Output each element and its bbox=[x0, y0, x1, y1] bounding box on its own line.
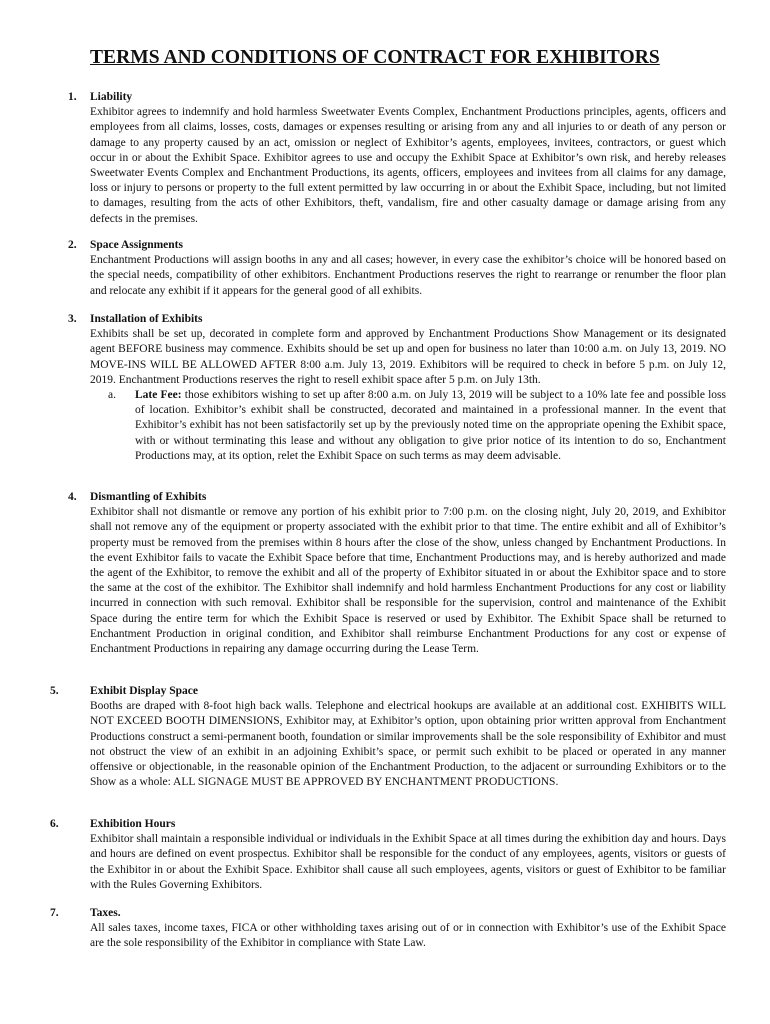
section-body: Exhibitor shall not dismantle or remove any portion of his exhibit prior to 7:00 p.m. on the closing night, July 20, 2019, and Exhibitor shall not remove any of the equipment or property associated with the exhibit prior to that time. The entire exhibit and all of Exhibitor’s property must be removed from the premises within 8 hours after the close of the show, unless changed by Enchantment Productions. In the event Exhibitor fails to vacate the Exhibit Space before that time, Enchantment Productions may, and is hereby authorized and made the agent of the Exhibitor, to remove the exhibit and all of the property of Exhibitor situated in or about the Exhibitor space and to store the same at the cost of the exhibitor. The Exhibitor shall indemnify and hold harmless Enchantment Productions for any cost or liability incurred in connection with such removal. Exhibitor shall be responsible for the supervision, control and maintenance of the Exhibit Space during the entire term for which the Exhibit Space is reserved or used by Exhibitor. The Exhibit Space shall be returned to Enchantment Production in original condition, and Exhibitor shall reimburse Enchantment Productions for any cost or expense of Enchantment Productions in repairing any damage occurring during the Lease Term. bbox=[90, 506, 726, 656]
section-liability bbox=[68, 90, 726, 227]
section-body: Booths are draped with 8-foot high back walls. Telephone and electrical hookups are available at an additional cost. EXHIBITS WILL NOT EXCEED BOOTH DIMENSIONS, Exhibitor may, at Exhibitor’s option, upon obtaining prior written approval from Enchantment Productions construct a semi-permanent booth, foundation or similar improvements shall be the sole responsibility of Exhibitor and must not obstruct the view of an exhibit in an adjoining Exhibit’s space, or permit such exhibit to be placed or operated in any manner offensive or objectionable, in the reasonable opinion of the Enchantment Production, to the adjacent or surrounding Exhibitors or to the Show as a whole: ALL SIGNAGE MUST BE APPROVED BY ENCHANTMENT PRODUCTIONS. bbox=[90, 700, 726, 789]
section-body: Exhibitor agrees to indemnify and hold harmless Sweetwater Events Complex, Enchantment Productions principles, agents, officers and employees from all claims, losses, costs, damages or expenses resulting or arising from any and all injuries to or death of any person or damage to any property caused by an act, omission or neglect of Exhibitor’s agents, employees, invitees, contractors, or guest which occur in or about the Exhibit Space. Exhibitor agrees to use and occupy the Exhibit Space at Exhibitor’s own risk, and hereby releases Sweetwater Events Complex and Enchantment Productions, its agents, officers, employees and invitees from all claims for any damage, loss or injury to persons or property to the full extent permitted by law occurring in or about the Exhibit Space, including, but not limited to damages, resulting from the acts of other Exhibitors, theft, vandalism, fire and other casualty damage or damage arising from any defects in the premises. bbox=[90, 106, 726, 225]
section-space-assignments bbox=[68, 238, 726, 299]
section-body: Exhibitor shall maintain a responsible individual or individuals in the Exhibit Space at all times during the exhibition day and hours. Days and hours are defined on event prospectus. Exhibitor shall be responsible for the conduct of any employees, agents, visitors or guests of the Exhibitor in or about the Exhibit Space. Exhibitor shall cause all such employees, agents, visitors or guest of Exhibitor to be familiar with the Rules Governing Exhibitors. bbox=[90, 833, 726, 891]
section-heading: Taxes. bbox=[90, 907, 121, 919]
section-number: 3. bbox=[68, 313, 77, 325]
section-heading: Exhibition Hours bbox=[90, 818, 176, 830]
subitem-heading: Late Fee: bbox=[135, 389, 182, 402]
section-number: 2. bbox=[68, 239, 77, 251]
section-taxes bbox=[50, 906, 726, 952]
page-title: TERMS AND CONDITIONS OF CONTRACT FOR EXHIBITORS bbox=[90, 47, 660, 68]
section-heading: Liability bbox=[90, 91, 133, 103]
section-display-space bbox=[50, 684, 726, 790]
section-heading: Dismantling of Exhibits bbox=[90, 491, 207, 503]
section-heading: Installation of Exhibits bbox=[90, 313, 203, 325]
section-number: 1. bbox=[68, 91, 77, 103]
subitem-letter: a. bbox=[108, 389, 116, 402]
late-fee-subitem bbox=[108, 388, 727, 464]
section-body: All sales taxes, income taxes, FICA or other withholding taxes arising out of or in connection with Exhibitor’s use of the Exhibit Space are the sole responsibility of the Exhibitor in compliance with State Law. bbox=[90, 922, 726, 950]
section-number: 6. bbox=[50, 818, 59, 830]
section-number: 5. bbox=[50, 685, 59, 697]
section-exhibition-hours bbox=[50, 817, 726, 893]
section-installation bbox=[68, 312, 727, 464]
section-dismantling bbox=[68, 490, 726, 657]
section-number: 4. bbox=[68, 491, 77, 503]
section-heading: Space Assignments bbox=[90, 239, 183, 251]
section-body: Exhibits shall be set up, decorated in complete form and approved by Enchantment Productions Show Management or its designated agent BEFORE business may commence. Exhibits should be set up and open for business no later than 10:00 a.m. on July 13, 2019. NO MOVE-INS WILL BE ALLOWED AFTER 8:00 a.m. July 13, 2019. Exhibitors will be required to check in before 5 p.m. on July 12, 2019. Enchantment Productions reserves the right to resell exhibit space after 5 p.m. on July 13th. bbox=[90, 328, 726, 386]
section-heading: Exhibit Display Space bbox=[90, 685, 198, 697]
section-body: Enchantment Productions will assign booths in any and all cases; however, in every case the exhibitor’s choice will be honored based on the special needs, compatibility of other exhibitors. Enchantment Productions reserves the right to rearrange or renumber the floor plan and relocate any exhibit if it appears for the general good of all exhibits. bbox=[90, 254, 726, 297]
section-number: 7. bbox=[50, 907, 59, 919]
subitem-body: those exhibitors wishing to set up after 8:00 a.m. on July 13, 2019 will be subject to a 10% late fee and possible loss of location. Exhibitor’s exhibit shall be constructed, decorated and maintained in a professional manner. In the event that Exhibitor’s exhibit has not been satisfactorily set up by the previously noted time on the appropriate opening the Exhibit space, with or without terminating this lease and without any obligation to give prior notice of its intention to do so, Enchantment Productions may, at its option, relet the Exhibit Space on such terms as may deem advisable. bbox=[135, 389, 727, 462]
